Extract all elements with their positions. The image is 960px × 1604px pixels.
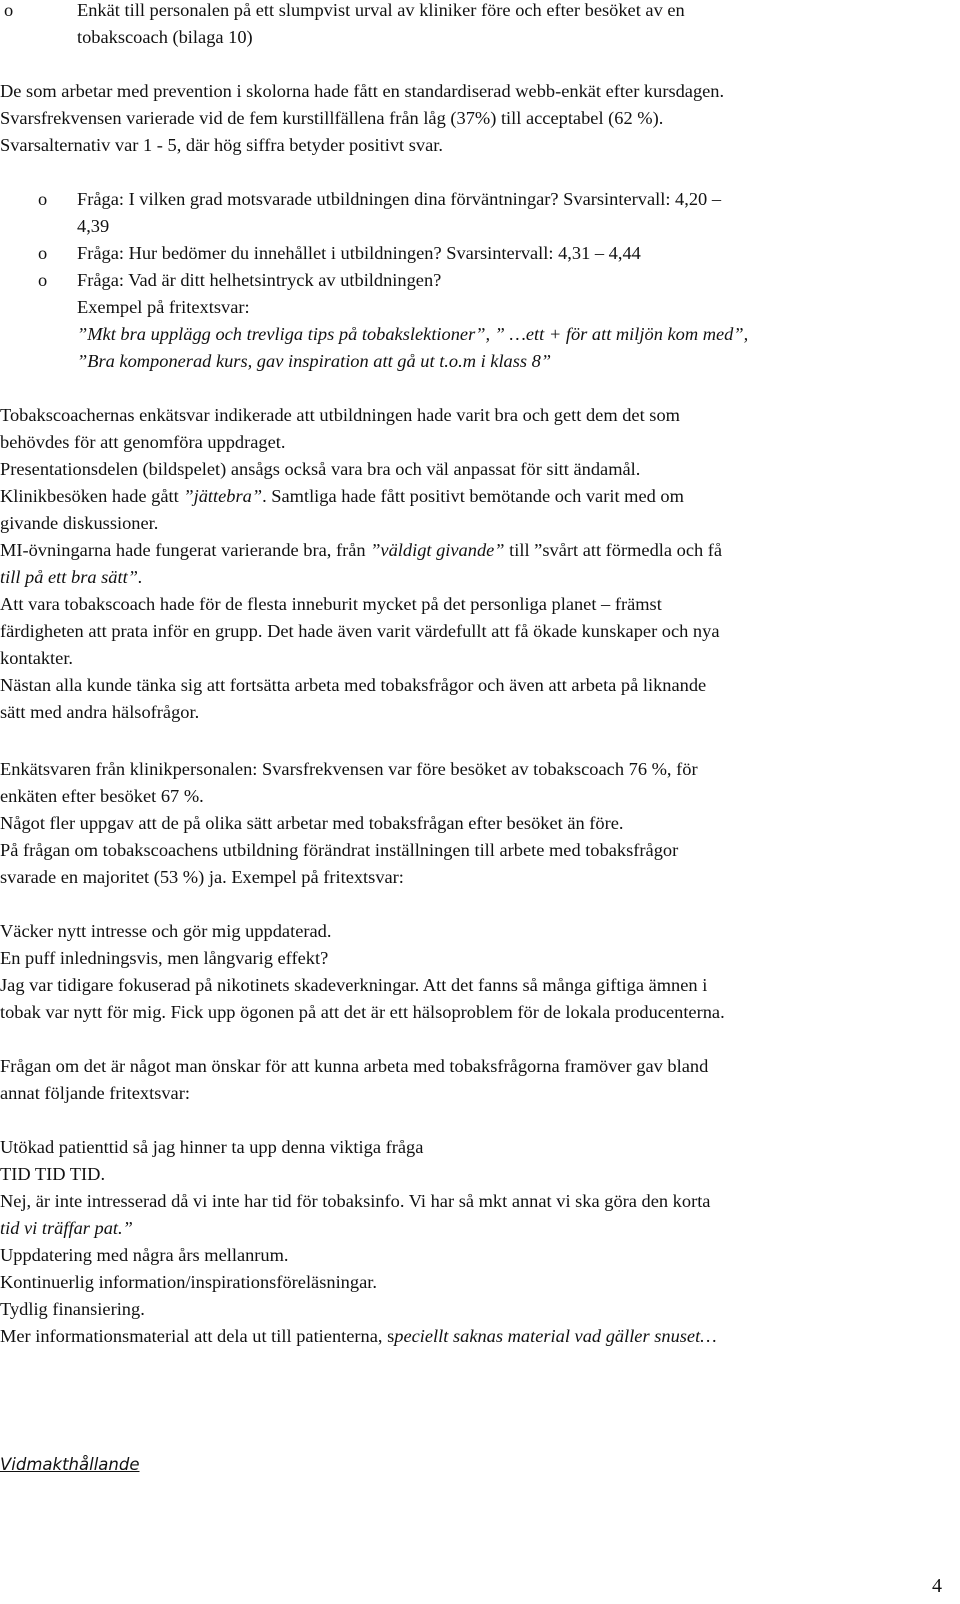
question-line: Fråga: Hur bedömer du innehållet i utbildningen? Svarsintervall: 4,31 – 4,44 [77,243,641,263]
paragraph-line: På frågan om tobakscoachens utbildning förändrat inställningen till arbete med tobaksfrågor [0,840,679,860]
paragraph-line: svarade en majoritet (53 %) ja. Exempel på fritextsvar: [0,867,404,887]
bullet-marker: o [38,270,48,290]
bullet-text-line: Enkät till personalen på ett slumpvist urval av kliniker före och efter besöket av en [77,0,685,20]
page-number: 4 [932,1575,942,1597]
quote-line: Väcker nytt intresse och gör mig uppdaterad. [0,921,332,941]
paragraph-line: Svarsfrekvensen varierade vid de fem kurstillfällena från låg (37%) till acceptabel (62 %). [0,108,664,128]
paragraph-line [0,487,684,505]
section-heading: Vidmakthållande [0,1455,140,1474]
paragraph-line: Något fler uppgav att de på olika sätt arbetar med tobaksfrågan efter besöket än före. [0,813,624,833]
text-run: MI-övningarna hade fungerat varierande bra, från [0,540,371,560]
quote-line: TID TID TID. [0,1164,106,1184]
bullet-marker: o [38,243,48,263]
paragraph-line: Svarsalternativ var 1 - 5, där hög siffra betyder positivt svar. [0,135,443,155]
paragraph-line: Nästan alla kunde tänka sig att fortsätta arbeta med tobaksfrågor och även att arbeta på liknande [0,675,707,695]
paragraph-line: enkäten efter besöket 67 %. [0,786,204,806]
paragraph-line: sätt med andra hälsofrågor. [0,702,200,722]
example-label: Exempel på fritextsvar: [77,297,250,317]
paragraph-line: till på ett bra sätt”. [0,567,143,587]
text-run: Klinikbesöken hade gått [0,486,184,506]
quote-line [0,1327,717,1345]
bullet-text-line: tobakscoach (bilaga 10) [77,27,253,47]
paragraph-line: givande diskussioner. [0,513,159,533]
paragraph-line: Att vara tobakscoach hade för de flesta inneburit mycket på det personliga planet – främst [0,594,662,614]
text-run: till ”svårt att förmedla och få [504,540,723,560]
paragraph-line: Frågan om det är något man önskar för att kunna arbeta med tobaksfrågorna framöver gav bland [0,1056,709,1076]
quote-line: Jag var tidigare fokuserad på nikotinets skadeverkningar. Att det fanns så många giftiga ämnen i [0,975,708,995]
paragraph-line: Presentationsdelen (bildspelet) ansågs också vara bra och väl anpassat för sitt ändamål. [0,459,641,479]
paragraph-line: De som arbetar med prevention i skolorna hade fått en standardiserad webb-enkät efter kursdagen. [0,81,725,101]
quote-line: Nej, är inte intresserad då vi inte har tid för tobaksinfo. Vi har så mkt annat vi ska göra den korta [0,1191,711,1211]
quote-line: Utökad patienttid så jag hinner ta upp denna viktiga fråga [0,1137,424,1157]
italic-text-run: peciellt saknas material vad gäller snuset… [394,1326,717,1346]
paragraph-line: behövdes för att genomföra uppdraget. [0,432,286,452]
paragraph-line [0,541,722,559]
quote-line: Uppdatering med några års mellanrum. [0,1245,289,1265]
example-quote-line: ”Bra komponerad kurs, gav inspiration att gå ut t.o.m i klass 8” [77,351,552,371]
question-line: Fråga: I vilken grad motsvarade utbildningen dina förväntningar? Svarsintervall: 4,20 – [77,189,722,209]
example-quote-line: ”Mkt bra upplägg och trevliga tips på tobakslektioner”, ” …ett + för att miljön kom med”, [77,324,749,344]
quote-line: tobak var nytt för mig. Fick upp ögonen på att det är ett hälsoproblem för de lokala producenterna. [0,1002,725,1022]
quote-line: En puff inledningsvis, men långvarig effekt? [0,948,329,968]
quote-line: Kontinuerlig information/inspirationsföreläsningar. [0,1272,377,1292]
paragraph-line: Enkätsvaren från klinikpersonalen: Svarsfrekvensen var före besöket av tobakscoach 76 %, för [0,759,698,779]
italic-quote: ”väldigt givande” [370,540,505,560]
paragraph-line: färdigheten att prata inför en grupp. Det hade även varit värdefullt att få ökade kunskaper och nya [0,621,720,641]
bullet-marker: o [4,0,14,20]
paragraph-line: kontakter. [0,648,74,668]
question-line: 4,39 [77,216,110,236]
paragraph-line: annat följande fritextsvar: [0,1083,190,1103]
quote-line: tid vi träffar pat.” [0,1218,133,1238]
text-run: Mer informationsmaterial att dela ut till patienterna, s [0,1326,395,1346]
italic-quote: ”jättebra” [183,486,263,506]
bullet-marker: o [38,189,48,209]
paragraph-line: Tobakscoachernas enkätsvar indikerade att utbildningen hade varit bra och gett dem det som [0,405,680,425]
quote-line: Tydlig finansiering. [0,1299,145,1319]
question-line: Fråga: Vad är ditt helhetsintryck av utbildningen? [77,270,442,290]
text-run: . Samtliga hade fått positivt bemötande och varit med om [262,486,684,506]
